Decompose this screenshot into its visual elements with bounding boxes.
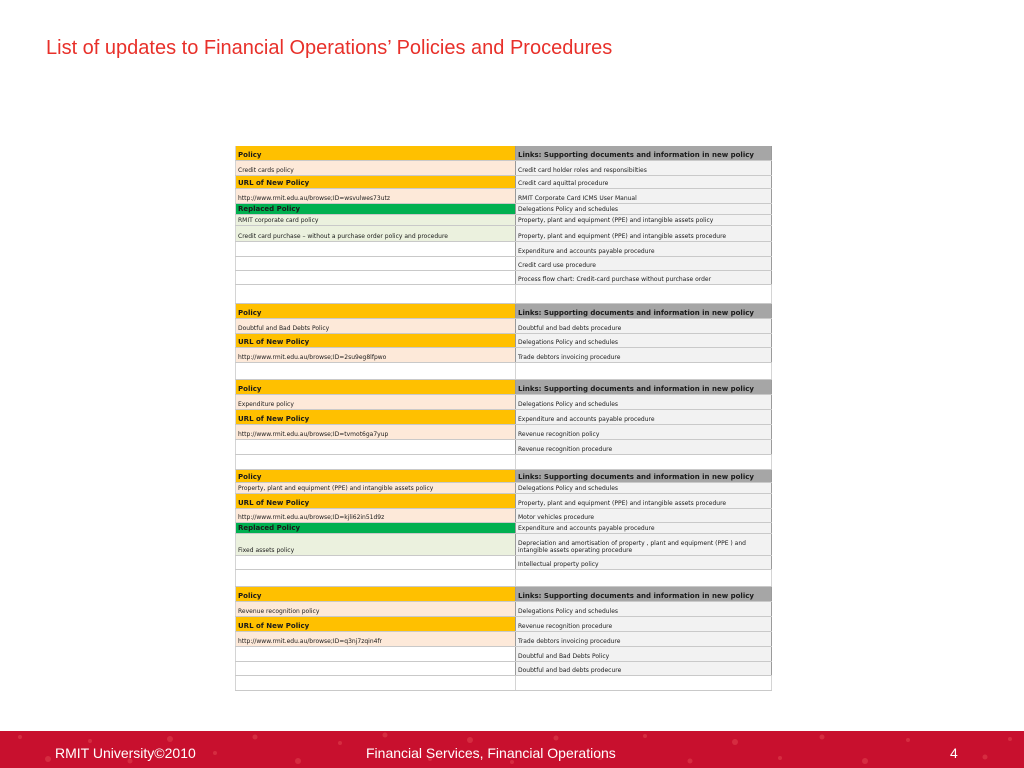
table-row: [235, 271, 772, 285]
supporting-document-cell: Delegations Policy and schedules: [516, 395, 772, 409]
supporting-document-cell: [516, 455, 772, 469]
table-row: [235, 494, 772, 509]
policy-cell: Policy: [235, 470, 516, 482]
policy-cell: Expenditure policy: [235, 395, 516, 409]
table-row: [235, 617, 772, 632]
policy-cell: URL of New Policy: [235, 176, 516, 188]
supporting-document-cell: Motor vehicles procedure: [516, 509, 772, 522]
table-row: [235, 189, 772, 204]
policy-cell: RMIT corporate card policy: [235, 215, 516, 225]
table-row: [235, 257, 772, 271]
supporting-document-cell: Property, plant and equipment (PPE) and intangible assets policy: [516, 215, 772, 225]
policy-cell: [235, 455, 516, 469]
supporting-document-cell: Delegations Policy and schedules: [516, 483, 772, 493]
supporting-document-cell: [516, 676, 772, 690]
table-row: [235, 509, 772, 523]
supporting-document-cell: Intellectual property policy: [516, 556, 772, 569]
policy-cell: Replaced Policy: [235, 204, 516, 214]
policy-cell: [235, 676, 516, 690]
supporting-document-cell: Links: Supporting documents and information in new policy: [516, 470, 772, 482]
supporting-document-cell: Links: Supporting documents and information in new policy: [516, 380, 772, 394]
table-spacer-row: [235, 676, 772, 691]
policy-cell: Property, plant and equipment (PPE) and intangible assets policy: [235, 483, 516, 493]
table-row: [235, 242, 772, 257]
policy-cell: http://www.rmit.edu.au/browse;ID=tvmot6ga7yup: [235, 425, 516, 439]
table-row: [235, 556, 772, 570]
supporting-document-cell: Trade debtors invoicing procedure: [516, 632, 772, 646]
policy-cell: [235, 647, 516, 661]
supporting-document-cell: Revenue recognition procedure: [516, 440, 772, 454]
supporting-document-cell: Delegations Policy and schedules: [516, 334, 772, 347]
supporting-document-cell: Property, plant and equipment (PPE) and intangible assets procedure: [516, 494, 772, 508]
policy-cell: URL of New Policy: [235, 494, 516, 508]
supporting-document-cell: Expenditure and accounts payable procedure: [516, 242, 772, 256]
supporting-document-cell: [516, 285, 772, 303]
table-spacer-row: [235, 570, 772, 587]
supporting-document-cell: [516, 570, 772, 586]
policy-cell: http://www.rmit.edu.au/browse;ID=kjli62in51d9z: [235, 509, 516, 522]
policy-cell: Policy: [235, 146, 516, 160]
table-row: [235, 470, 772, 483]
policy-cell: URL of New Policy: [235, 334, 516, 347]
policy-cell: Policy: [235, 304, 516, 318]
table-row: [235, 304, 772, 319]
supporting-document-cell: Credit card holder roles and responsibilties: [516, 161, 772, 175]
policy-cell: http://www.rmit.edu.au/browse;ID=2su9eg8lfpwo: [235, 348, 516, 362]
policy-cell: http://www.rmit.edu.au/browse;ID=wsvulwes73utz: [235, 189, 516, 203]
table-row: [235, 380, 772, 395]
table-row: [235, 440, 772, 455]
supporting-document-cell: Trade debtors invoicing procedure: [516, 348, 772, 362]
table-row: [235, 483, 772, 494]
table-row: [235, 425, 772, 440]
policy-cell: http://www.rmit.edu.au/browse;ID=q3nj7zqin4fr: [235, 632, 516, 646]
supporting-document-cell: RMIT Corporate Card ICMS User Manual: [516, 189, 772, 203]
table-row: [235, 204, 772, 215]
table-spacer-row: [235, 285, 772, 304]
policy-cell: [235, 285, 516, 303]
table-row: [235, 534, 772, 556]
policy-cell: Credit card purchase – without a purchase order policy and procedure: [235, 226, 516, 241]
supporting-document-cell: Revenue recognition procedure: [516, 617, 772, 631]
policy-cell: URL of New Policy: [235, 617, 516, 631]
supporting-document-cell: Doubtful and bad debts prodecure: [516, 662, 772, 675]
policy-cell: [235, 271, 516, 284]
table-row: [235, 587, 772, 602]
supporting-document-cell: Depreciation and amortisation of property , plant and equipment (PPE ) and intangible assets operating procedure: [516, 534, 772, 555]
policy-cell: [235, 440, 516, 454]
policy-cell: [235, 363, 516, 379]
table-row: [235, 602, 772, 617]
supporting-document-cell: Property, plant and equipment (PPE) and intangible assets procedure: [516, 226, 772, 241]
policy-table: [235, 146, 772, 691]
table-spacer-row: [235, 363, 772, 380]
policy-cell: Doubtful and Bad Debts Policy: [235, 319, 516, 333]
policy-cell: Fixed assets policy: [235, 534, 516, 555]
footer-copyright: RMIT University©2010: [55, 745, 196, 761]
policy-cell: Revenue recognition policy: [235, 602, 516, 616]
supporting-document-cell: Credit card aquittal procedure: [516, 176, 772, 188]
supporting-document-cell: Expenditure and accounts payable procedure: [516, 410, 772, 424]
supporting-document-cell: Process flow chart: Credit-card purchase without purchase order: [516, 271, 772, 284]
table-row: [235, 319, 772, 334]
table-row: [235, 215, 772, 226]
footer-department: Financial Services, Financial Operations: [366, 745, 616, 761]
policy-cell: [235, 242, 516, 256]
table-row: [235, 334, 772, 348]
policy-cell: [235, 570, 516, 586]
table-row: [235, 161, 772, 176]
table-row: [235, 410, 772, 425]
supporting-document-cell: [516, 363, 772, 379]
supporting-document-cell: Doubtful and bad debts procedure: [516, 319, 772, 333]
policy-cell: [235, 662, 516, 675]
policy-cell: URL of New Policy: [235, 410, 516, 424]
supporting-document-cell: Revenue recognition policy: [516, 425, 772, 439]
table-row: [235, 632, 772, 647]
supporting-document-cell: Delegations Policy and schedules: [516, 602, 772, 616]
table-row: [235, 348, 772, 363]
supporting-document-cell: Links: Supporting documents and information in new policy: [516, 587, 772, 601]
supporting-document-cell: Links: Supporting documents and information in new policy: [516, 304, 772, 318]
supporting-document-cell: Credit card use procedure: [516, 257, 772, 270]
table-row: [235, 662, 772, 676]
table-row: [235, 146, 772, 161]
policy-cell: [235, 257, 516, 270]
policy-cell: [235, 556, 516, 569]
supporting-document-cell: Doubtful and Bad Debts Policy: [516, 647, 772, 661]
slide-title: List of updates to Financial Operations’ Policies and Procedures: [46, 37, 613, 59]
footer-bar: [0, 731, 1024, 768]
table-row: [235, 176, 772, 189]
table-row: [235, 226, 772, 242]
policy-cell: Credit cards policy: [235, 161, 516, 175]
policy-cell: Policy: [235, 587, 516, 601]
table-row: [235, 395, 772, 410]
policy-cell: Replaced Policy: [235, 523, 516, 533]
table-row: [235, 647, 772, 662]
supporting-document-cell: Delegations Policy and schedules: [516, 204, 772, 214]
table-row: [235, 523, 772, 534]
table-spacer-row: [235, 455, 772, 470]
supporting-document-cell: Links: Supporting documents and information in new policy: [516, 146, 772, 160]
supporting-document-cell: Expenditure and accounts payable procedure: [516, 523, 772, 533]
policy-cell: Policy: [235, 380, 516, 394]
page-number: 4: [950, 745, 958, 761]
